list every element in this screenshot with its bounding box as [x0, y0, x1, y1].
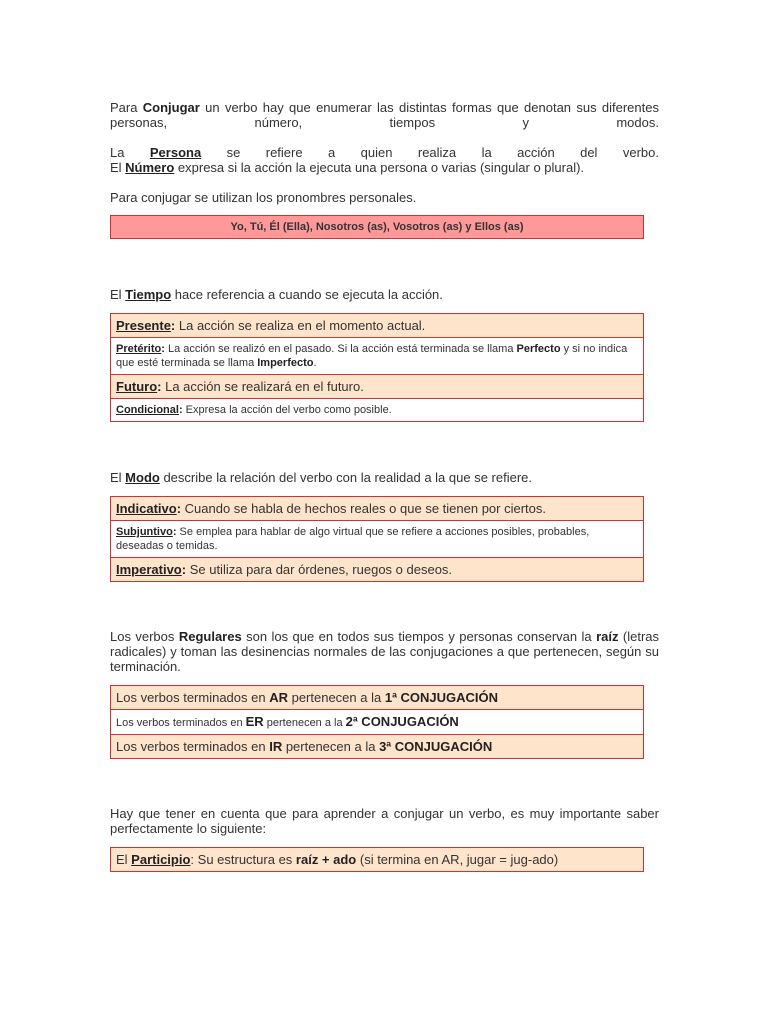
modo-subjuntivo-row: Subjuntivo: Se emplea para hablar de algo virtual que se refiere a acciones posibles, probables, deseadas o temidas. [111, 521, 643, 558]
conjugacion-row: Los verbos terminados en IR pertenecen a la 3ª CONJUGACIÓN [111, 735, 643, 758]
tiempo-preterito-row: Pretérito: La acción se realizó en el pasado. Si la acción está terminada se llama Perfecto y si no indica que esté terminada se llama Imperfecto. [111, 338, 643, 375]
modo-indicativo-row: Indicativo: Cuando se habla de hechos reales o que se tienen por ciertos. [111, 497, 643, 521]
modo-intro: El Modo describe la relación del verbo con la realidad a la que se refiere. [110, 470, 532, 485]
conjugaciones-table [110, 685, 644, 759]
conjugacion-row: Los verbos terminados en AR pertenecen a la 1ª CONJUGACIÓN [111, 686, 643, 710]
modo-term: Modo [125, 470, 160, 485]
conjugar-term: Conjugar [142, 100, 200, 115]
pronouns-box: Yo, Tú, Él (Ella), Nosotros (as), Vosotros (as) y Ellos (as) [110, 215, 644, 239]
participio-row: El Participio: Su estructura es raíz + ado (si termina en AR, jugar = jug-ado) [111, 848, 643, 871]
conjugacion-row: Los verbos terminados en ER pertenecen a la 2ª CONJUGACIÓN [111, 710, 643, 735]
tiempo-futuro-row: Futuro: La acción se realizará en el futuro. [111, 375, 643, 399]
participio-box [110, 847, 644, 872]
persona-paragraph: La Persona se refiere a quien realiza la acción del verbo. [110, 145, 659, 160]
persona-term: Persona [149, 145, 202, 160]
tiempo-condicional-row: Condicional: Expresa la acción del verbo como posible. [111, 399, 643, 421]
conjugar-paragraph: Para Conjugar un verbo hay que enumerar las distintas formas que denotan sus diferentes personas, número, tiempos y modos. [110, 100, 659, 130]
pronombres-paragraph: Para conjugar se utilizan los pronombres personales. [110, 190, 417, 205]
numero-term: Número [125, 160, 175, 175]
regulares-paragraph: Los verbos Regulares son los que en todos sus tiempos y personas conservan la raíz (letras radicales) y toman las desinencias normales de las conjugaciones a que pertenecen, según su terminación. [110, 629, 660, 674]
document-page [110, 100, 659, 872]
tiempo-presente-row: Presente: La acción se realiza en el momento actual. [111, 314, 643, 338]
regulares-term: Regulares [178, 629, 242, 644]
final-paragraph: Hay que tener en cuenta que para aprender a conjugar un verbo, es muy importante saber perfectamente lo siguiente: [110, 806, 659, 836]
numero-paragraph: El Número expresa si la acción la ejecuta una persona o varias (singular o plural). [110, 160, 585, 175]
modos-table [110, 496, 644, 582]
participio-term: Participio [131, 852, 191, 867]
modo-imperativo-row: Imperativo: Se utiliza para dar órdenes, ruegos o deseos. [111, 558, 643, 581]
tiempo-term: Tiempo [125, 287, 172, 302]
tiempo-intro: El Tiempo hace referencia a cuando se ejecuta la acción. [110, 287, 443, 302]
tiempos-table [110, 313, 644, 422]
